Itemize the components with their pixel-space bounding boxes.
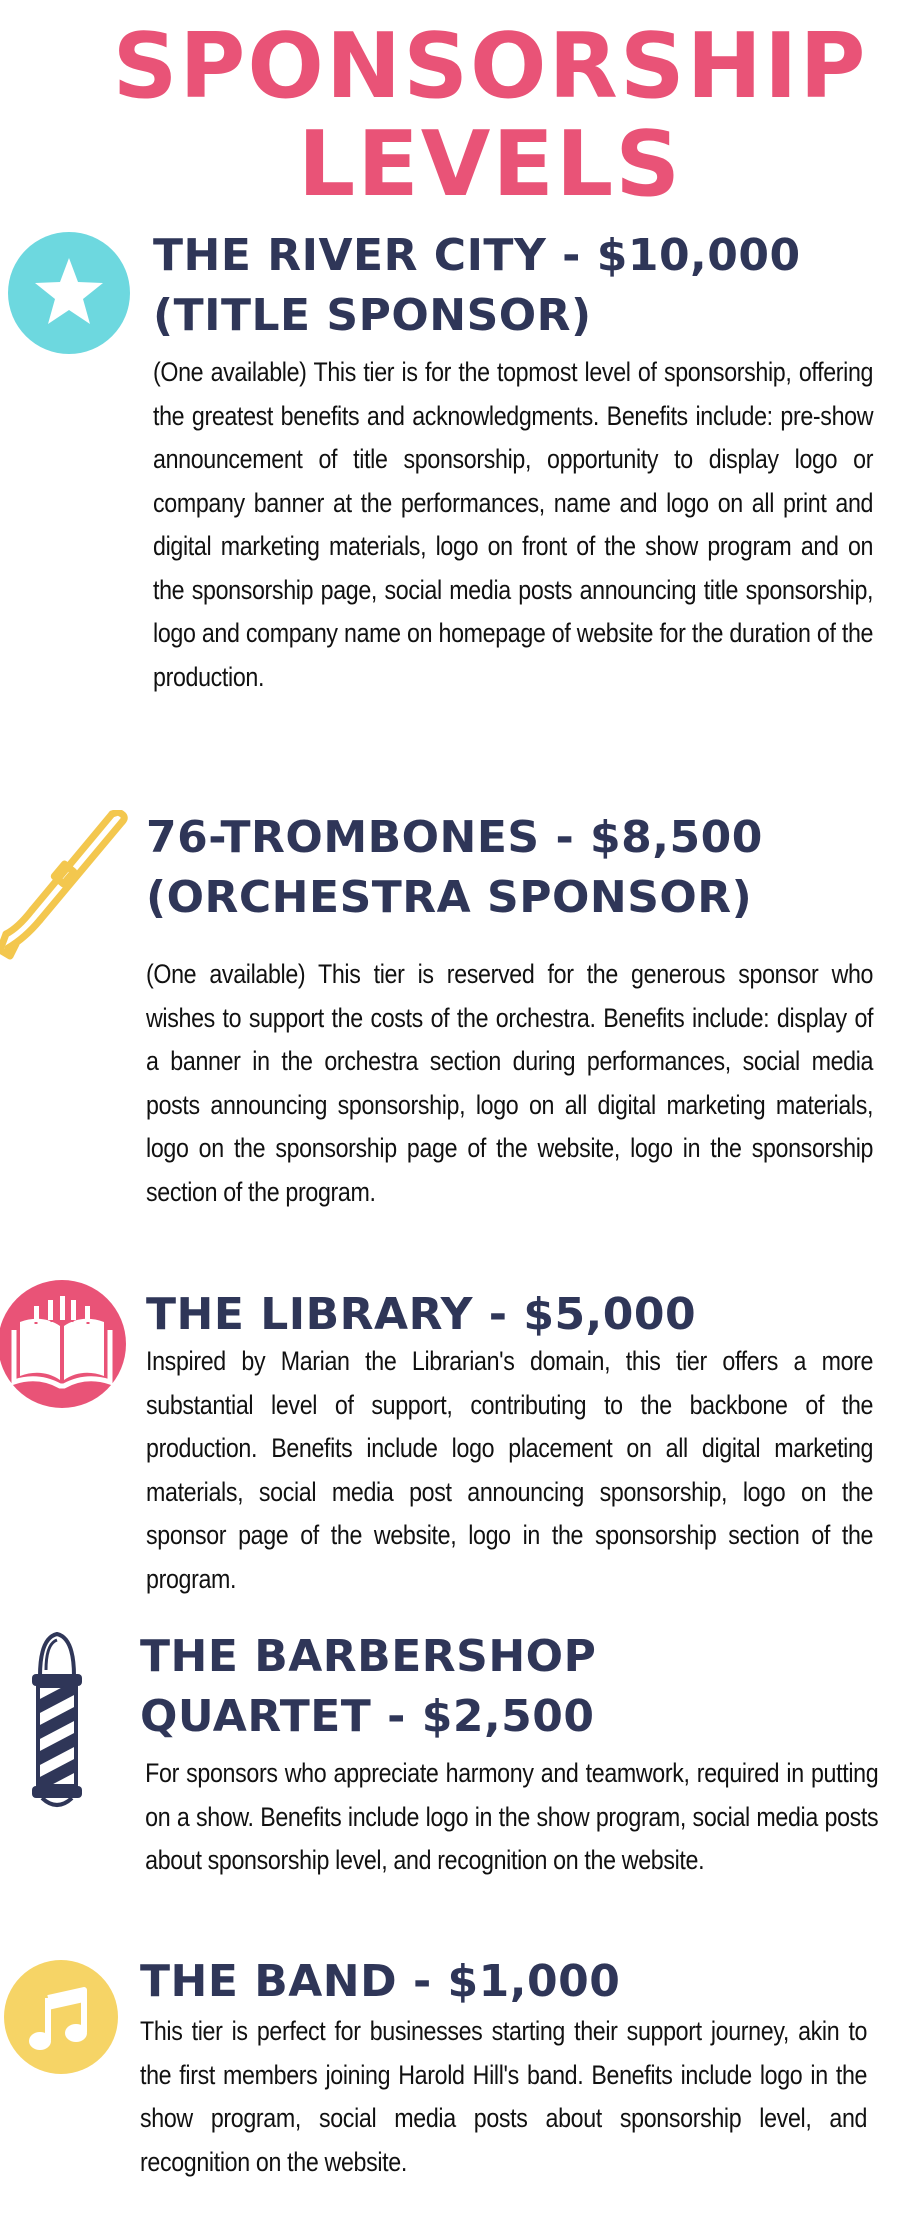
tier-heading bbox=[153, 226, 873, 346]
tier-heading-line2: (ORCHESTRA SPONSOR) bbox=[146, 872, 753, 923]
tier-description: For sponsors who appreciate harmony and teamwork, required in putting on a show. Benefits include logo in the show program, social media posts about sponsorship level, and recognition on the website. bbox=[145, 1758, 879, 1875]
star-icon bbox=[8, 232, 130, 354]
tier-heading bbox=[140, 1627, 873, 1747]
tier-description: (One available) This tier is reserved for the generous sponsor who wishes to support the costs of the orchestra. Benefits include: display of a banner in the orchestra section during performances, social media posts announcing sponsorship, logo on all digital marketing materials, logo on the sponsorship page of the website, logo in the sponsorship section of the program. bbox=[146, 959, 874, 1207]
tier-heading bbox=[146, 808, 873, 928]
tier-heading-line2: (TITLE SPONSOR) bbox=[153, 290, 592, 341]
tier-heading bbox=[140, 1952, 867, 2012]
page-title bbox=[110, 14, 870, 217]
tier-description: (One available) This tier is for the topmost level of sponsorship, offering the greatest benefits and acknowledgments. Benefits include: pre-show announcement of title sponsorship, opportunity to display logo or company banner at the performances, name and logo on all print and digital marketing materials, logo on front of the show program and on the sponsorship page, social media posts announcing title sponsorship, logo and company name on homepage of website for the duration of the production. bbox=[153, 357, 874, 692]
music-note-icon bbox=[4, 1960, 118, 2074]
tier-the-band bbox=[140, 1952, 867, 2184]
trombone-icon bbox=[0, 810, 132, 960]
page-title-line1: SPONSORSHIP bbox=[112, 14, 868, 119]
page-title-line2: LEVELS bbox=[297, 112, 683, 217]
tier-heading-line1: THE BARBERSHOP bbox=[140, 1631, 597, 1682]
tier-river-city bbox=[153, 226, 873, 699]
tier-description: This tier is perfect for businesses starting their support journey, akin to the first members joining Harold Hill's band. Benefits include logo in the show program, social media posts about sponsorship level, and recognition on the website. bbox=[140, 2016, 868, 2177]
open-book-icon bbox=[0, 1278, 126, 1410]
tier-heading bbox=[146, 1285, 873, 1345]
tier-description: Inspired by Marian the Librarian's domain, this tier offers a more substantial level of support, contributing to the backbone of the production. Benefits include logo placement on all digital marketing materials, social media post announcing sponsorship, logo on the sponsor page of the website, logo in the sponsorship section of the program. bbox=[146, 1346, 874, 1594]
tier-heading-line1: THE LIBRARY - $5,000 bbox=[146, 1289, 697, 1340]
tier-heading-line1: 76-TROMBONES - $8,500 bbox=[146, 812, 763, 863]
barber-pole-icon bbox=[28, 1630, 86, 1812]
tier-heading-line1: THE BAND - $1,000 bbox=[140, 1956, 621, 2007]
tier-barbershop-quartet bbox=[140, 1627, 879, 1883]
tier-library bbox=[146, 1285, 873, 1601]
tier-76-trombones bbox=[146, 808, 873, 1214]
tier-heading-line2: QUARTET - $2,500 bbox=[140, 1691, 595, 1742]
tier-heading-line1: THE RIVER CITY - $10,000 bbox=[153, 230, 801, 281]
